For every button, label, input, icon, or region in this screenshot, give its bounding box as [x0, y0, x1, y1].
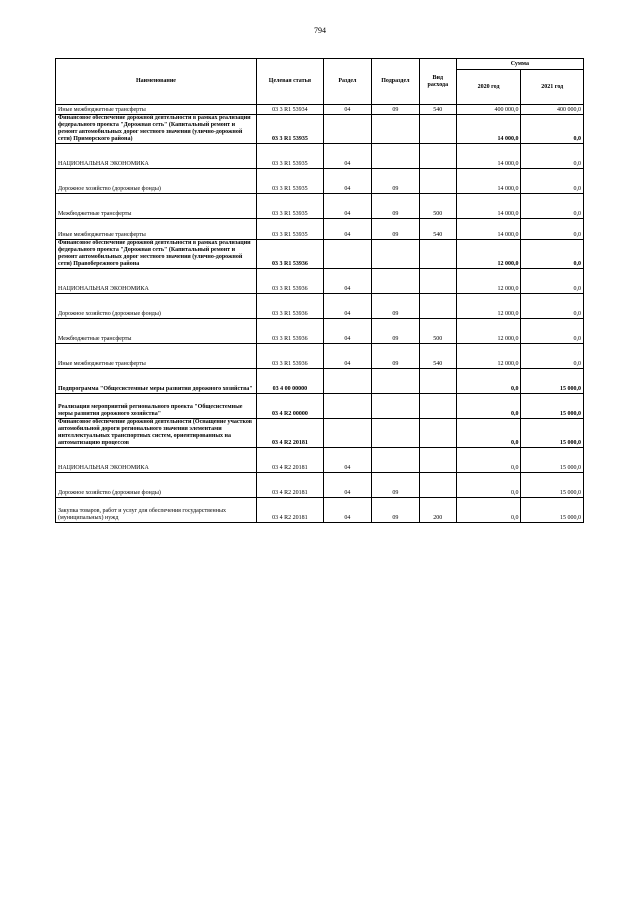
cell-2020: 14 000,0	[456, 115, 521, 144]
cell-subsection: 09	[371, 194, 419, 219]
header-name: Наименование	[56, 59, 257, 105]
header-sum: Сумма	[456, 59, 583, 70]
cell-2020: 0,0	[456, 394, 521, 419]
cell-name: Межбюджетные трансферты	[56, 319, 257, 344]
cell-target: 03 4 R2 20181	[256, 419, 323, 448]
cell-section	[323, 419, 371, 448]
cell-name: Дорожное хозяйство (дорожные фонды)	[56, 169, 257, 194]
cell-section: 04	[323, 269, 371, 294]
cell-2021: 15 000,0	[521, 498, 584, 523]
cell-2020: 14 000,0	[456, 144, 521, 169]
cell-2021: 15 000,0	[521, 473, 584, 498]
cell-subsection	[371, 269, 419, 294]
cell-2021: 0,0	[521, 294, 584, 319]
cell-expense-type	[419, 369, 456, 394]
cell-expense-type	[419, 473, 456, 498]
cell-2021: 0,0	[521, 219, 584, 240]
cell-expense-type: 540	[419, 344, 456, 369]
table-header	[56, 59, 584, 105]
cell-target: 03 3 R1 53934	[256, 105, 323, 115]
table-row	[56, 419, 584, 448]
cell-2021: 0,0	[521, 169, 584, 194]
table-row	[56, 219, 584, 240]
table-row	[56, 394, 584, 419]
cell-section: 04	[323, 144, 371, 169]
cell-expense-type: 540	[419, 219, 456, 240]
cell-section: 04	[323, 344, 371, 369]
cell-target: 03 4 R2 20181	[256, 448, 323, 473]
cell-section	[323, 394, 371, 419]
cell-expense-type: 540	[419, 105, 456, 115]
cell-expense-type	[419, 394, 456, 419]
cell-2021: 0,0	[521, 319, 584, 344]
cell-name: Финансовое обеспечение дорожной деятельности в рамках реализации федерального проекта "Дорожная сеть" (Капитальный ремонт и ремонт автомобильных дорог местного значения (улично-дорожной сети) Приморского района)	[56, 115, 257, 144]
cell-target: 03 3 R1 53936	[256, 269, 323, 294]
cell-subsection: 09	[371, 498, 419, 523]
table-row	[56, 294, 584, 319]
cell-name: НАЦИОНАЛЬНАЯ ЭКОНОМИКА	[56, 269, 257, 294]
cell-section: 04	[323, 194, 371, 219]
budget-table	[55, 58, 584, 523]
cell-target: 03 3 R1 53935	[256, 115, 323, 144]
cell-2021: 0,0	[521, 194, 584, 219]
table-row	[56, 498, 584, 523]
cell-2020: 12 000,0	[456, 240, 521, 269]
cell-expense-type	[419, 144, 456, 169]
cell-section	[323, 369, 371, 394]
cell-name: Дорожное хозяйство (дорожные фонды)	[56, 473, 257, 498]
table-row	[56, 269, 584, 294]
cell-name: Иные межбюджетные трансферты	[56, 105, 257, 115]
cell-subsection	[371, 144, 419, 169]
cell-target: 03 3 R1 53936	[256, 294, 323, 319]
cell-2021: 15 000,0	[521, 394, 584, 419]
cell-expense-type: 200	[419, 498, 456, 523]
cell-2021: 400 000,0	[521, 105, 584, 115]
cell-expense-type: 500	[419, 194, 456, 219]
cell-name: Иные межбюджетные трансферты	[56, 219, 257, 240]
cell-subsection	[371, 240, 419, 269]
cell-target: 03 4 R2 20181	[256, 473, 323, 498]
cell-target: 03 3 R1 53936	[256, 344, 323, 369]
cell-section: 04	[323, 498, 371, 523]
cell-2021: 0,0	[521, 144, 584, 169]
cell-subsection: 09	[371, 473, 419, 498]
cell-2020: 0,0	[456, 448, 521, 473]
cell-2021: 0,0	[521, 115, 584, 144]
table-row	[56, 169, 584, 194]
cell-2020: 12 000,0	[456, 344, 521, 369]
cell-target: 03 3 R1 53935	[256, 219, 323, 240]
table-row	[56, 473, 584, 498]
cell-2020: 400 000,0	[456, 105, 521, 115]
cell-subsection: 09	[371, 344, 419, 369]
cell-2020: 0,0	[456, 473, 521, 498]
cell-section: 04	[323, 473, 371, 498]
cell-target: 03 3 R1 53935	[256, 194, 323, 219]
cell-2021: 0,0	[521, 240, 584, 269]
table-row	[56, 344, 584, 369]
cell-expense-type	[419, 419, 456, 448]
cell-2020: 0,0	[456, 419, 521, 448]
cell-subsection	[371, 369, 419, 394]
cell-expense-type	[419, 269, 456, 294]
cell-expense-type	[419, 240, 456, 269]
cell-expense-type	[419, 448, 456, 473]
cell-2020: 12 000,0	[456, 269, 521, 294]
cell-2021: 15 000,0	[521, 419, 584, 448]
cell-subsection	[371, 115, 419, 144]
cell-section: 04	[323, 319, 371, 344]
header-expense-type: Вид расхода	[419, 59, 456, 105]
cell-subsection: 09	[371, 219, 419, 240]
cell-subsection	[371, 448, 419, 473]
cell-section: 04	[323, 219, 371, 240]
cell-2021: 15 000,0	[521, 369, 584, 394]
cell-name: Финансовое обеспечение дорожной деятельности (Оснащение участков автомобильной дороги регионального значения элементами интеллектуальных транспортных систем, ориентированных на автоматизацию процессов	[56, 419, 257, 448]
cell-section: 04	[323, 448, 371, 473]
table-row	[56, 319, 584, 344]
cell-expense-type: 500	[419, 319, 456, 344]
cell-subsection: 09	[371, 169, 419, 194]
header-year-2020: 2020 год	[456, 70, 521, 105]
cell-name: НАЦИОНАЛЬНАЯ ЭКОНОМИКА	[56, 144, 257, 169]
cell-target: 03 3 R1 53936	[256, 319, 323, 344]
cell-2020: 12 000,0	[456, 294, 521, 319]
cell-target: 03 3 R1 53935	[256, 169, 323, 194]
cell-subsection	[371, 419, 419, 448]
cell-2020: 0,0	[456, 498, 521, 523]
cell-name: Подпрограмма "Общесистемные меры развития дорожного хозяйства"	[56, 369, 257, 394]
cell-subsection: 09	[371, 319, 419, 344]
table-row	[56, 144, 584, 169]
cell-name: Реализация мероприятий регионального проекта "Общесистемные меры развития дорожного хозяйства"	[56, 394, 257, 419]
cell-section	[323, 240, 371, 269]
cell-name: Финансовое обеспечение дорожной деятельности в рамках реализации федерального проекта "Дорожная сеть" (Капитальный ремонт и ремонт автомобильных дорог местного значения (улично-дорожной сети) Правобережного района	[56, 240, 257, 269]
cell-section: 04	[323, 169, 371, 194]
cell-target: 03 4 00 00000	[256, 369, 323, 394]
cell-expense-type	[419, 115, 456, 144]
page-number: 794	[314, 26, 326, 35]
cell-2021: 15 000,0	[521, 448, 584, 473]
table-row	[56, 105, 584, 115]
header-section: Раздел	[323, 59, 371, 105]
cell-2021: 0,0	[521, 344, 584, 369]
header-subsection: Подраздел	[371, 59, 419, 105]
cell-name: Межбюджетные трансферты	[56, 194, 257, 219]
cell-target: 03 3 R1 53935	[256, 144, 323, 169]
cell-subsection	[371, 394, 419, 419]
cell-section: 04	[323, 294, 371, 319]
table-row	[56, 240, 584, 269]
cell-section	[323, 115, 371, 144]
cell-2020: 14 000,0	[456, 194, 521, 219]
cell-section: 04	[323, 105, 371, 115]
header-year-2021: 2021 год	[521, 70, 584, 105]
cell-subsection: 09	[371, 294, 419, 319]
table-row	[56, 115, 584, 144]
cell-target: 03 4 R2 20181	[256, 498, 323, 523]
cell-2020: 14 000,0	[456, 169, 521, 194]
table-row	[56, 448, 584, 473]
table-body	[56, 105, 584, 523]
cell-2021: 0,0	[521, 269, 584, 294]
cell-target: 03 4 R2 00000	[256, 394, 323, 419]
table-row	[56, 194, 584, 219]
cell-name: НАЦИОНАЛЬНАЯ ЭКОНОМИКА	[56, 448, 257, 473]
header-target: Целевая статья	[256, 59, 323, 105]
cell-2020: 0,0	[456, 369, 521, 394]
cell-name: Иные межбюджетные трансферты	[56, 344, 257, 369]
cell-subsection: 09	[371, 105, 419, 115]
table-row	[56, 369, 584, 394]
cell-2020: 12 000,0	[456, 319, 521, 344]
cell-name: Закупка товаров, работ и услуг для обеспечения государственных (муниципальных) нужд	[56, 498, 257, 523]
cell-expense-type	[419, 294, 456, 319]
cell-name: Дорожное хозяйство (дорожные фонды)	[56, 294, 257, 319]
cell-target: 03 3 R1 53936	[256, 240, 323, 269]
cell-expense-type	[419, 169, 456, 194]
cell-2020: 14 000,0	[456, 219, 521, 240]
